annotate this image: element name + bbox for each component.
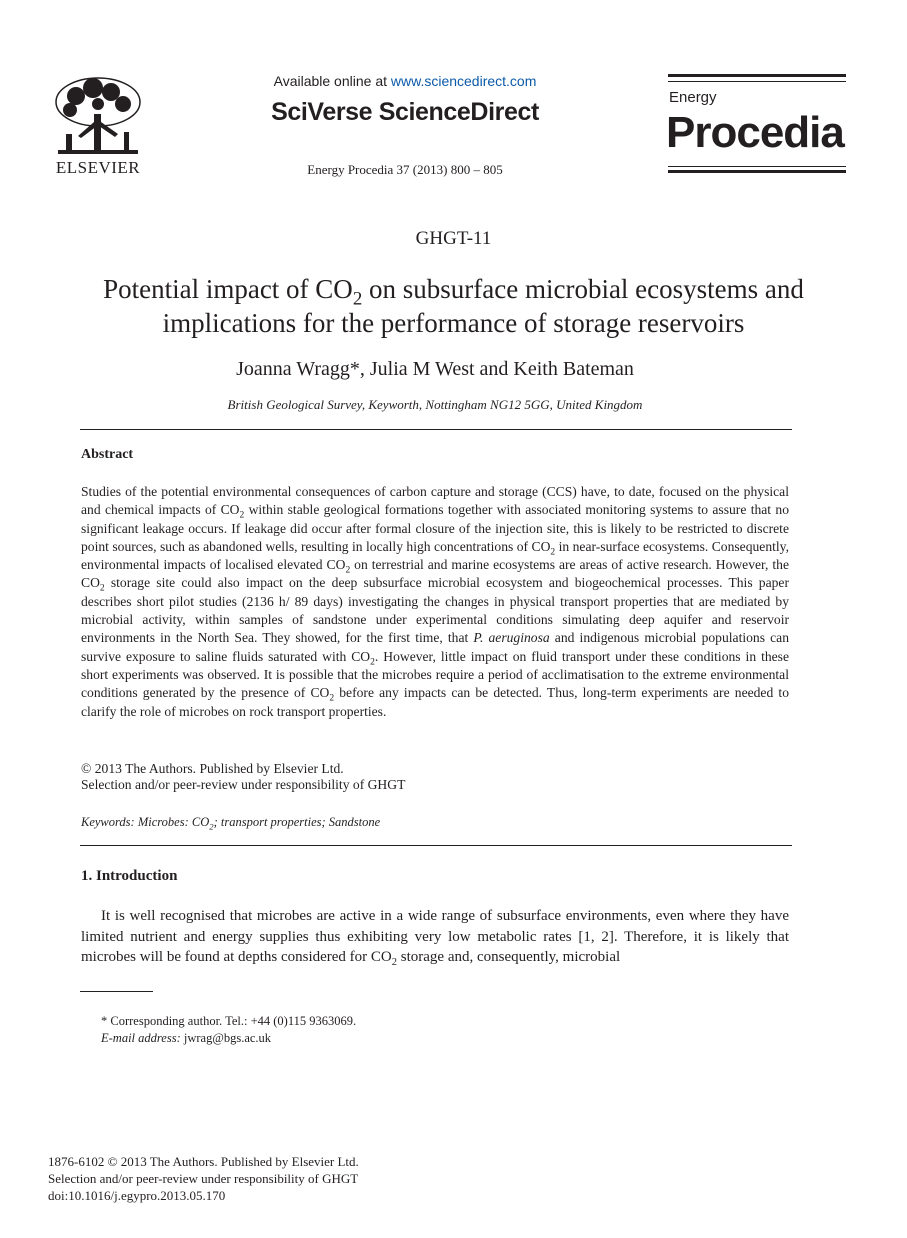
conference-name: GHGT-11 xyxy=(415,228,492,249)
section-heading-introduction: 1. Introduction xyxy=(81,868,178,884)
abstract-text: Studies of the potential environmental consequences of carbon capture and storage (CCS) have, to date, focused on the physical and chemical impacts of $CO_2$ within stable geological formations together with associated monitoring systems to assure that no significant leakage occurs. If leakage did occur after formal closure of the injection site, this is likely to be restricted to discrete point sources, such as abandoned wells, resulting in locally high concentrations of $CO_2$ in near-surface ecosystems. Consequently, environmental impacts of localised elevated $CO_2$ on terrestrial and marine ecosystems are areas of active research. However, the $CO_2$ storage site could also impact on the deep subsurface microbial ecosystem and biogeochemical processes. This paper describes short pilot studies (2136 h/ 89 days) investigating the changes in physical transport properties that are mediated by microbial activity, within samples of sandstone under experimental conditions simulating deep aquifer and reservoir environments in the North Sea. They showed, for the first time, that P. aeruginosa and indigenous microbial populations can survive exposure to saline fluids saturated with $CO_2$. However, little impact on fluid transport under these conditions in these short experiments was observed. It is possible that the microbes require a period of acclimatisation to the extreme environmental conditions generated by the presence of $CO_2$ before any impacts can be detected. Thus, long-term experiments are needed to clarify the role of microbes on rock transport properties. xyxy=(81,484,789,719)
sciencedirect-link[interactable]: www.sciencedirect.com xyxy=(390,73,537,89)
abstract-heading: Abstract xyxy=(81,447,134,462)
copyright-notice: © 2013 The Authors. Published by Elsevier Ltd. Selection and/or peer-review under responsibility of GHGT xyxy=(81,761,406,792)
publisher-name: ELSEVIER xyxy=(55,158,141,177)
journal-logo-energy: Energy xyxy=(669,89,717,106)
journal-citation: Energy Procedia 37 (2013) 800 – 805 xyxy=(307,162,503,177)
species-name: P. aeruginosa xyxy=(473,630,550,646)
availability-line: Available online at www.sciencedirect.com xyxy=(273,73,537,89)
email-note: E-mail address: jwrag@bgs.ac.uk xyxy=(101,1031,272,1045)
divider-bottom xyxy=(80,845,792,846)
footnote-divider xyxy=(80,991,153,992)
article-title: Potential impact of $CO_2$ on subsurface microbial ecosystems and implications for the performance of storage reservoirs xyxy=(103,274,804,338)
introduction-text: It is well recognised that microbes are active in a wide range of subsurface environments, even where they have limited nutrient and energy supplies thus exhibiting very low metabolic rates [1, 2]. Therefore, it is likely that microbes will be found at depths considered for $CO_2$ storage and, consequently, microbial xyxy=(81,908,789,968)
platform-logo: SciVerse ScienceDirect xyxy=(271,98,539,126)
keywords: Keywords: Microbes: $CO_2$; transport properties; Sandstone xyxy=(81,815,381,832)
divider-top xyxy=(80,429,792,430)
author-list: Joanna Wragg*, Julia M West and Keith Bateman xyxy=(236,358,634,380)
journal-logo-procedia: Procedia xyxy=(666,108,844,157)
page-footer: 1876-6102 © 2013 The Authors. Published by Elsevier Ltd. Selection and/or peer-review under responsibility of GHGT doi:10.1016/j.egypro.2013.05.170 xyxy=(48,1154,359,1203)
doi: doi:10.1016/j.egypro.2013.05.170 xyxy=(48,1188,226,1203)
corresponding-author-note: * Corresponding author. Tel.: +44 (0)115 9363069. xyxy=(101,1014,357,1028)
email-link[interactable]: jwrag@bgs.ac.uk xyxy=(180,1031,272,1045)
affiliation: British Geological Survey, Keyworth, Nottingham NG12 5GG, United Kingdom xyxy=(227,397,643,412)
